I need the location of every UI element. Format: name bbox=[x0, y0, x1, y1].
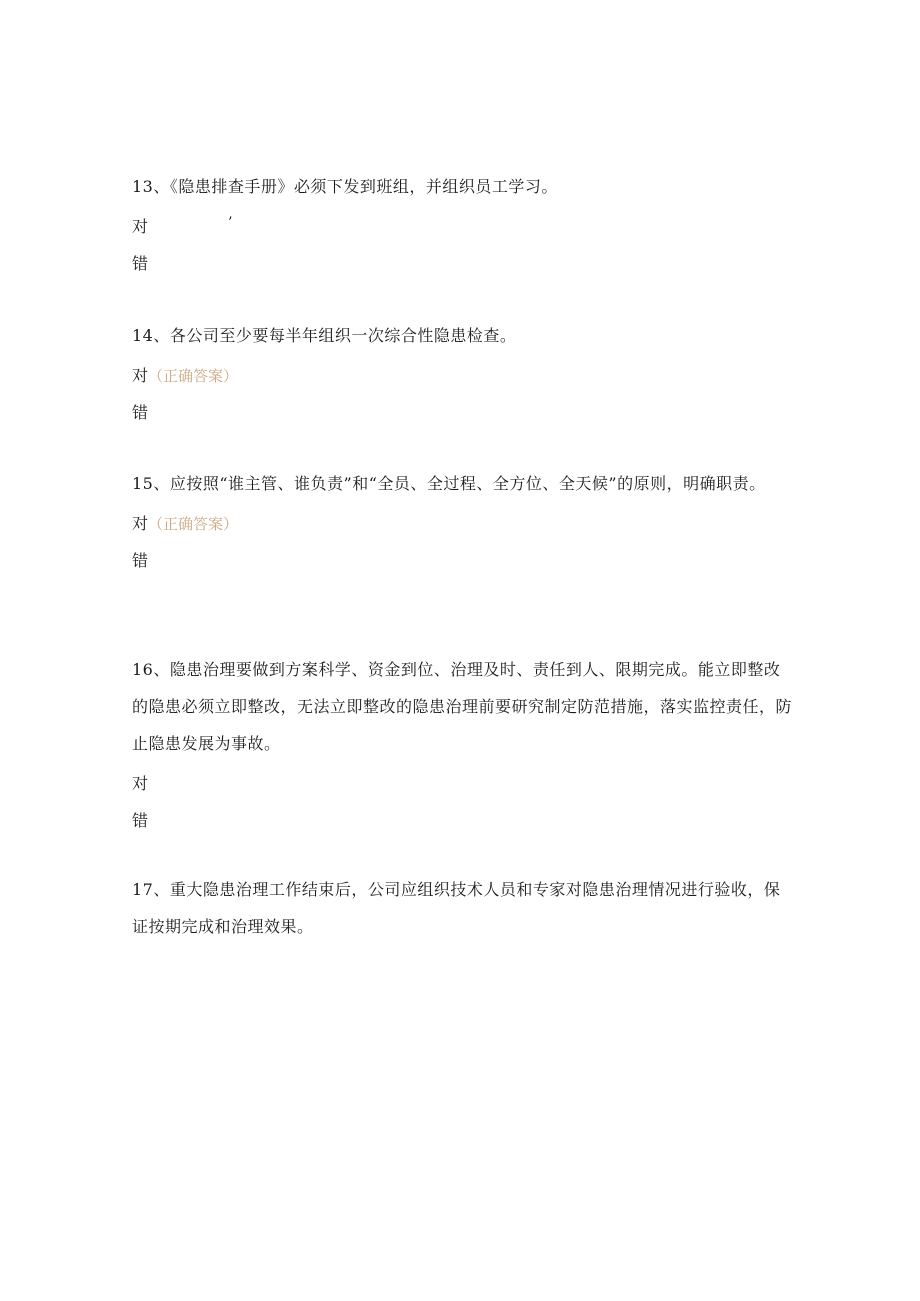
question-13 bbox=[132, 168, 792, 274]
question-14 bbox=[132, 317, 792, 423]
option-true-label: 对 bbox=[132, 366, 149, 385]
question-16-option-true bbox=[132, 774, 792, 794]
question-15-text: 15、应按照“谁主管、谁负责”和“全员、全过程、全方位、全天候”的原则，明确职责。 bbox=[132, 474, 766, 493]
question-13-option-false bbox=[132, 254, 792, 274]
question-13-text: 13、《隐患排查手册》必须下发到班组，并组织员工学习。 bbox=[132, 177, 558, 196]
option-true-label: 对 bbox=[132, 774, 149, 793]
question-17 bbox=[132, 871, 792, 945]
question-16 bbox=[132, 651, 792, 831]
correct-answer-note: （正确答案） bbox=[148, 367, 239, 385]
question-14-option-true bbox=[132, 366, 792, 386]
option-false-label: 错 bbox=[132, 403, 149, 422]
question-13-option-true bbox=[132, 217, 792, 237]
question-15-option-false bbox=[132, 551, 792, 571]
question-14-option-false bbox=[132, 403, 792, 423]
option-false-label: 错 bbox=[132, 551, 149, 570]
question-16-text: 16、隐患治理要做到方案科学、资金到位、治理及时、责任到人、限期完成。能立即整改的隐患必须立即整改，无法立即整改的隐患治理前要研究制定防范措施，落实监控责任，防止隐患发展为事故。 bbox=[132, 660, 793, 753]
option-true-label: 对 bbox=[132, 217, 149, 236]
option-false-label: 错 bbox=[132, 254, 149, 273]
question-16-option-false bbox=[132, 811, 792, 831]
stray-mark: ’ bbox=[228, 215, 233, 231]
option-false-label: 错 bbox=[132, 811, 149, 830]
correct-answer-note: （正确答案） bbox=[148, 515, 239, 533]
question-15-option-true bbox=[132, 514, 792, 534]
option-true-label: 对 bbox=[132, 514, 149, 533]
question-14-text: 14、各公司至少要每半年组织一次综合性隐患检查。 bbox=[132, 326, 517, 345]
question-17-text: 17、重大隐患治理工作结束后，公司应组织技术人员和专家对隐患治理情况进行验收，保证按期完成和治理效果。 bbox=[132, 880, 781, 936]
question-15 bbox=[132, 465, 792, 571]
